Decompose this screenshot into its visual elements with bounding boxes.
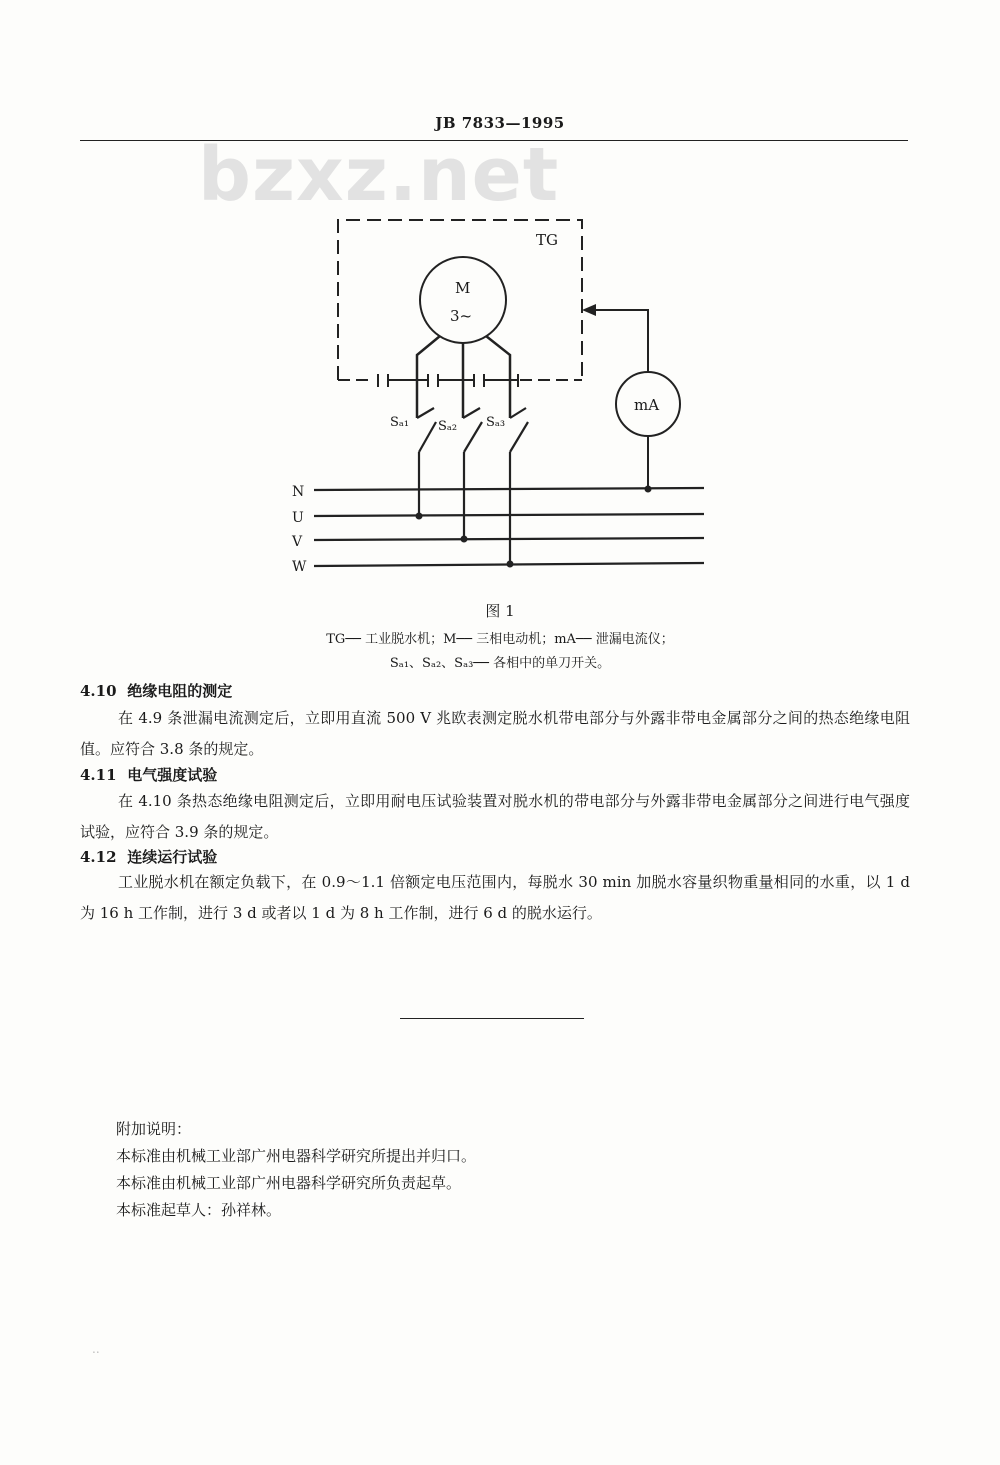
notes-line: 本标准由机械工业部广州电器科学研究所提出并归口。 [116,1147,477,1165]
notes-line: 本标准起草人：孙祥林。 [116,1201,282,1219]
end-rule [400,1018,584,1019]
motor-phase-label: 3~ [450,307,473,325]
section-body-4-11: 在 4.10 条热态绝缘电阻测定后，立即用耐电压试验装置对脱水机的带电部分与外露非带电金属部分之间进行电气强度试验，应符合 3.9 条的规定。 [80,792,910,841]
header-rule [80,140,908,141]
section-title: 连续运行试验 [127,848,218,866]
meter-label: mA [634,396,660,414]
line-label-w: W [292,559,307,575]
figure-caption-title: 图 1 [485,602,515,620]
single-pole-switches [417,408,528,566]
section-title: 电气强度试验 [127,766,218,784]
section-body-4-10: 在 4.9 条泄漏电流测定后，立即用直流 500 V 兆欧表测定脱水机带电部分与外露非带电金属部分之间的热态绝缘电阻值。应符合 3.8 条的规定。 [80,709,910,758]
section-number: 4.10 [80,682,117,700]
figure-caption-legend-2: Sₐ₁、Sₐ₂、Sₐ₃── 各相中的单刀开关。 [389,656,611,671]
switch-label-sa1: Sₐ₁ [390,415,410,430]
notes-heading: 附加说明： [116,1120,192,1138]
section-body-4-12: 工业脱水机在额定负载下，在 0.9～1.1 倍额定电压范围内，每脱水 30 min 加脱水容量织物重量相同的水重，以 1 d 为 16 h 工作制，进行 3 d 或者以 1 d 为 8 h 工作制，进行 6 d 的脱水运行。 [80,873,910,922]
line-label-n: N [292,484,305,500]
scan-mark: .. [92,1342,100,1356]
section-heading-4-11 [80,764,217,785]
watermark: bzxz.net [198,132,560,218]
tg-label: TG [536,231,558,249]
section-heading-4-10 [80,680,232,701]
motor-label: M [455,279,471,297]
enclosure-breaks [378,374,518,387]
section-title: 绝缘电阻的测定 [127,682,233,700]
section-number: 4.11 [80,766,117,784]
page-header-standard-number: JB 7833—1995 [435,114,565,132]
figure-1-circuit-diagram [270,200,730,590]
switch-label-sa2: Sₐ₂ [438,419,458,434]
junction-dots [416,486,652,568]
motor-circle [420,257,506,343]
notes-line: 本标准由机械工业部广州电器科学研究所负责起草。 [116,1174,462,1192]
line-label-u: U [292,510,304,526]
switch-label-sa3: Sₐ₃ [486,415,506,430]
section-number: 4.12 [80,848,117,866]
figure-caption-legend-1: TG── 工业脱水机；M── 三相电动机；mA── 泄漏电流仪； [326,632,674,647]
line-label-v: V [292,534,303,550]
motor-leads [417,336,510,418]
arrow-icon [582,304,596,316]
section-heading-4-12 [80,846,217,867]
